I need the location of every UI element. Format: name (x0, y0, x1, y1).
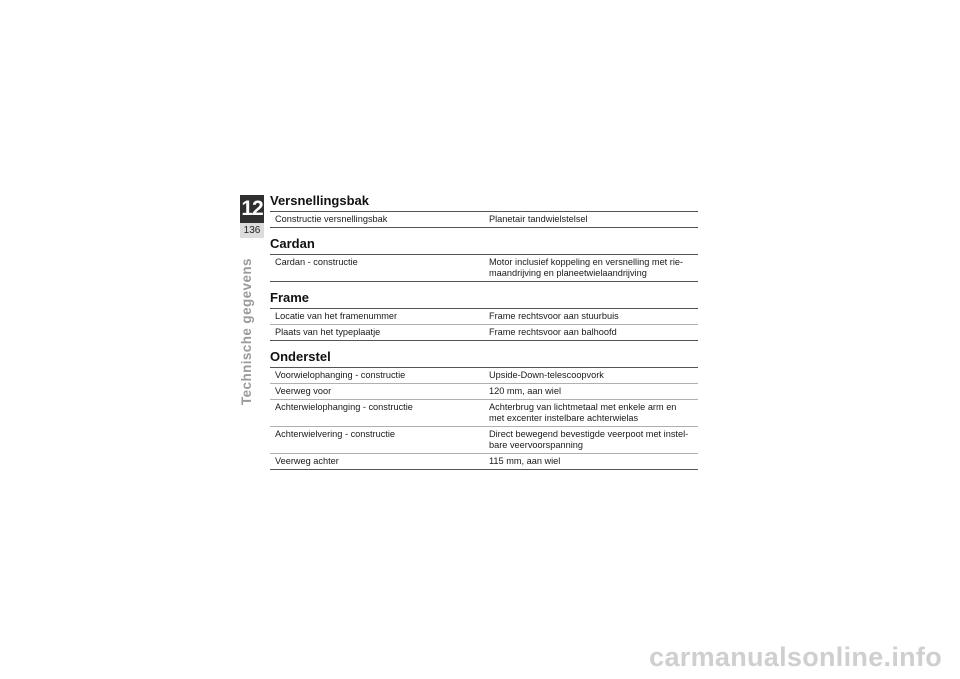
section-cardan (270, 236, 698, 282)
spec-value: Achterbrug van lichtmetaal met enkele arm en met excenter instelbare achterwielas (489, 402, 677, 423)
table-row (270, 309, 698, 325)
table-row (270, 454, 698, 470)
section-frame (270, 290, 698, 341)
spec-label: Veerweg achter (275, 456, 339, 466)
chapter-number: 12 (240, 195, 264, 223)
spec-label: Achterwielvering - constructie (275, 429, 395, 439)
spec-value: Motor inclusief koppeling en versnelling met rie-maandrijving en planeetwielaandrijving (489, 257, 684, 278)
table-row (270, 255, 698, 282)
spec-table (270, 308, 698, 341)
section-title: Onderstel (270, 349, 331, 364)
chapter-tab (240, 195, 264, 238)
spec-label: Locatie van het framenummer (275, 311, 398, 321)
spec-content (270, 193, 698, 478)
spec-label: Veerweg voor (275, 386, 332, 396)
spec-label: Voorwielophanging - constructie (275, 370, 406, 380)
spec-value: Direct bewegend bevestigde veerpoot met instel-bare veervoorspanning (489, 429, 689, 450)
section-versnellingsbak (270, 193, 698, 228)
table-row (270, 384, 698, 400)
section-onderstel (270, 349, 698, 470)
spec-label: Cardan - constructie (275, 257, 358, 267)
table-row (270, 212, 698, 228)
spec-value: Frame rechtsvoor aan stuurbuis (489, 311, 619, 321)
spec-value: Upside-Down-telescoopvork (489, 370, 604, 380)
section-title: Frame (270, 290, 310, 305)
spec-value: 115 mm, aan wiel (489, 456, 561, 466)
table-row (270, 368, 698, 384)
spec-value: Planetair tandwielstelsel (489, 214, 588, 224)
spec-label: Achterwielophanging - constructie (275, 402, 413, 412)
table-row (270, 427, 698, 454)
spec-label: Constructie versnellingsbak (275, 214, 388, 224)
spec-table (270, 367, 698, 470)
spec-label: Plaats van het typeplaatje (275, 327, 381, 337)
spec-value: 120 mm, aan wiel (489, 386, 562, 396)
page-number: 136 (240, 223, 264, 238)
chapter-title: Technische gegevens (239, 258, 254, 405)
spec-table (270, 211, 698, 228)
spec-table (270, 254, 698, 282)
watermark: carmanualsonline.info (649, 642, 942, 672)
table-row (270, 400, 698, 427)
section-title: Versnellingsbak (270, 193, 369, 208)
section-title: Cardan (270, 236, 315, 251)
table-row (270, 325, 698, 341)
spec-value: Frame rechtsvoor aan balhoofd (489, 327, 617, 337)
